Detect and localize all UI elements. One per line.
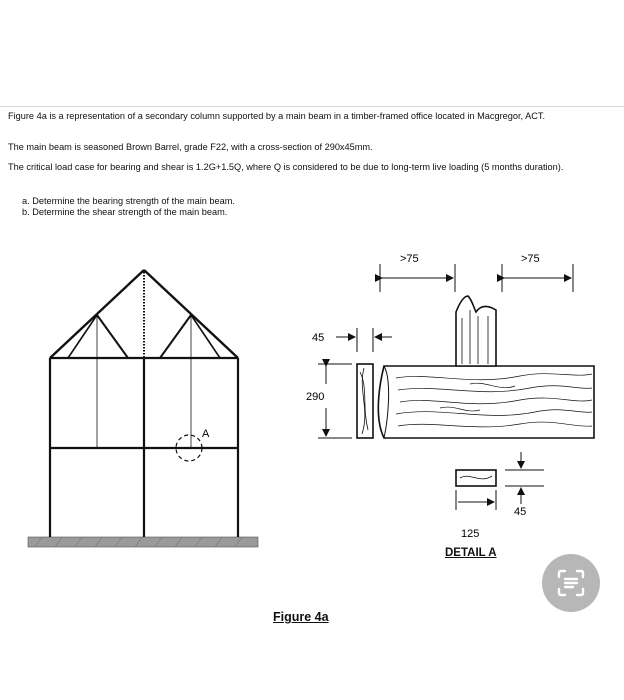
dim-top-left [380,264,455,292]
detail-a-marker-label: A [202,428,210,440]
dim-45-bottom-label: 45 [514,506,527,518]
question-paragraph-3: The critical load case for bearing and shear is 1.2G+1.5Q, where Q is considered to be due to long-term live loading (5 months duration). [8,162,564,172]
question-item-b: b. Determine the shear strength of the main beam. [22,207,228,217]
detail-a-caption: DETAIL A [445,547,497,559]
dim-45-width [336,328,392,352]
dim-45-bottom [505,452,544,504]
figure-caption: Figure 4a [273,610,329,624]
text-scan-button[interactable] [542,554,600,612]
dim-top-left-label: >75 [400,253,419,265]
column-section [456,470,496,486]
ground-strip [28,537,258,547]
beam-end-section [357,364,373,438]
timber-frame [50,270,238,537]
question-paragraph-2: The main beam is seasoned Brown Barrel, grade F22, with a cross-section of 290x45mm. [8,142,373,152]
dim-45-width-label: 45 [312,332,325,344]
dim-290-height-label: 290 [306,391,325,403]
dim-125 [456,490,496,510]
dim-top-right [502,264,573,292]
secondary-column [456,296,496,366]
text-scan-icon [556,568,586,598]
question-paragraph-1: Figure 4a is a representation of a secondary column supported by a main beam in a timber-framed office located in Macgregor, ACT. [8,111,546,121]
question-item-a: a. Determine the bearing strength of the main beam. [22,196,235,206]
main-beam [378,366,594,438]
dim-top-right-label: >75 [521,253,540,265]
dim-125-label: 125 [461,528,480,540]
